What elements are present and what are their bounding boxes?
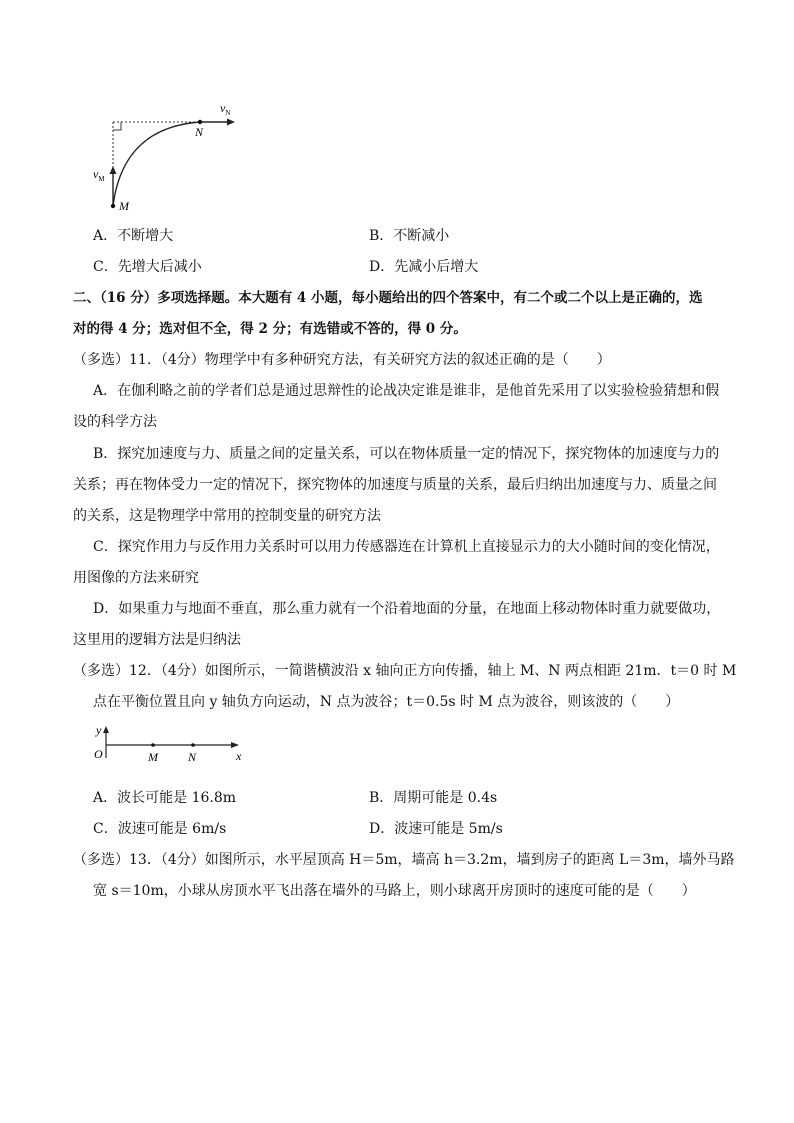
q10-option-d[interactable] <box>369 257 478 277</box>
option-text: 不断增大 <box>117 228 174 244</box>
q11-option-b-line2: 关系；再在物体受力一定的情况下，探究物体的加速度与质量的关系，最后归纳出加速度与力、质量之间 <box>73 477 717 493</box>
q11-option-d-line1[interactable]: D．如果重力与地面不垂直，那么重力就有一个沿着地面的分量，在地面上移动物体时重力就要做功， <box>93 601 721 617</box>
q11-option-b-line3: 的关系，这是物理学中常用的控制变量的研究方法 <box>73 508 381 524</box>
x-axis-arrowhead <box>231 742 239 748</box>
q12-option-a[interactable] <box>93 788 236 808</box>
option-text: 周期可能是 0.4s <box>393 790 498 806</box>
label-x: x <box>236 749 242 763</box>
figure-curved-path <box>85 98 255 216</box>
option-letter: B． <box>369 228 394 244</box>
option-letter: B． <box>369 790 394 806</box>
option-text: 波长可能是 16.8m <box>117 790 237 806</box>
velocity-n-arrowhead <box>227 119 235 126</box>
option-text: 先增大后减小 <box>117 259 202 275</box>
label-m: M <box>119 199 129 213</box>
option-letter: D． <box>369 259 395 275</box>
label-y: y <box>96 723 102 737</box>
option-text: 先减小后增大 <box>394 259 479 275</box>
point-m <box>111 204 115 208</box>
label-n: N <box>188 750 197 764</box>
label-o: O <box>94 747 103 761</box>
q10-option-b[interactable] <box>369 226 449 246</box>
q12-option-d[interactable] <box>369 819 503 839</box>
q11-option-c-line2: 用图像的方法来研究 <box>73 570 199 586</box>
q12-option-c[interactable] <box>93 819 226 839</box>
label-vn: $v_N$ <box>220 101 231 117</box>
q12-stem-line2: 点在平衡位置且向 y 轴负方向运动，N 点为波谷；t＝0.5s 时 M 点为波谷，则该波的（ ） <box>93 694 680 710</box>
trajectory-curve <box>113 122 200 206</box>
q13-stem-line1: （多选）13．（4分）如图所示，水平屋顶高 H＝5m，墙高 h＝3.2m，墙到房子的距离 L＝3m，墙外马路 <box>73 852 735 868</box>
q11-option-c-line1[interactable]: C．探究作用力与反作用力关系时可以用力传感器连在计算机上直接显示力的大小随时间的变化情况， <box>93 539 720 555</box>
q10-option-a[interactable] <box>93 226 173 246</box>
point-n <box>198 120 202 124</box>
figure-wave-axis <box>88 722 258 770</box>
y-axis-arrowhead <box>103 726 109 733</box>
q11-stem: （多选）11．（4分）物理学中有多种研究方法，有关研究方法的叙述正确的是（ ） <box>73 352 611 368</box>
option-letter: D． <box>369 821 395 837</box>
section2-heading-line2: 对的得 4 分；选对但不全，得 2 分；有选错或不答的，得 0 分。 <box>73 321 467 337</box>
section2-heading-line1: 二、（16 分）多项选择题。本大题有 4 小题，每小题给出的四个答案中，有二个或二个以上是正确的，选 <box>73 290 703 306</box>
q12-option-b[interactable] <box>369 788 497 808</box>
q11-option-d-line2: 这里用的逻辑方法是归纳法 <box>73 632 241 648</box>
velocity-m-arrowhead <box>110 166 117 174</box>
point-m <box>151 743 155 747</box>
option-text: 波速可能是 6m/s <box>117 821 227 837</box>
option-letter: C． <box>93 259 118 275</box>
option-letter: A． <box>93 790 118 806</box>
option-letter: C． <box>93 821 118 837</box>
q11-option-a-line1[interactable]: A．在伽利略之前的学者们总是通过思辩性的论战决定谁是谁非，是他首先采用了以实验检验猜想和假 <box>93 383 720 399</box>
label-n: N <box>195 125 204 139</box>
label-m: M <box>148 750 158 764</box>
option-letter: A． <box>93 228 118 244</box>
option-text: 不断减小 <box>393 228 450 244</box>
label-vm: $v_M$ <box>93 167 105 183</box>
option-text: 波速可能是 5m/s <box>394 821 503 837</box>
point-n <box>191 743 195 747</box>
q10-option-c[interactable] <box>93 257 202 277</box>
q12-stem-line1: （多选）12．（4分）如图所示，一简谐横波沿 x 轴向正方向传播，轴上 M、N 两点相距 21m．t＝0 时 M <box>73 663 737 679</box>
q13-stem-line2: 宽 s＝10m，小球从房顶水平飞出落在墙外的马路上，则小球离开房顶时的速度可能的是（ ） <box>93 883 696 899</box>
right-angle-mark <box>113 122 121 130</box>
q11-option-b-line1[interactable]: B．探究加速度与力、质量之间的定量关系，可以在物体质量一定的情况下，探究物体的加速度与力的 <box>93 446 720 462</box>
q11-option-a-line2: 设的科学方法 <box>73 414 157 430</box>
